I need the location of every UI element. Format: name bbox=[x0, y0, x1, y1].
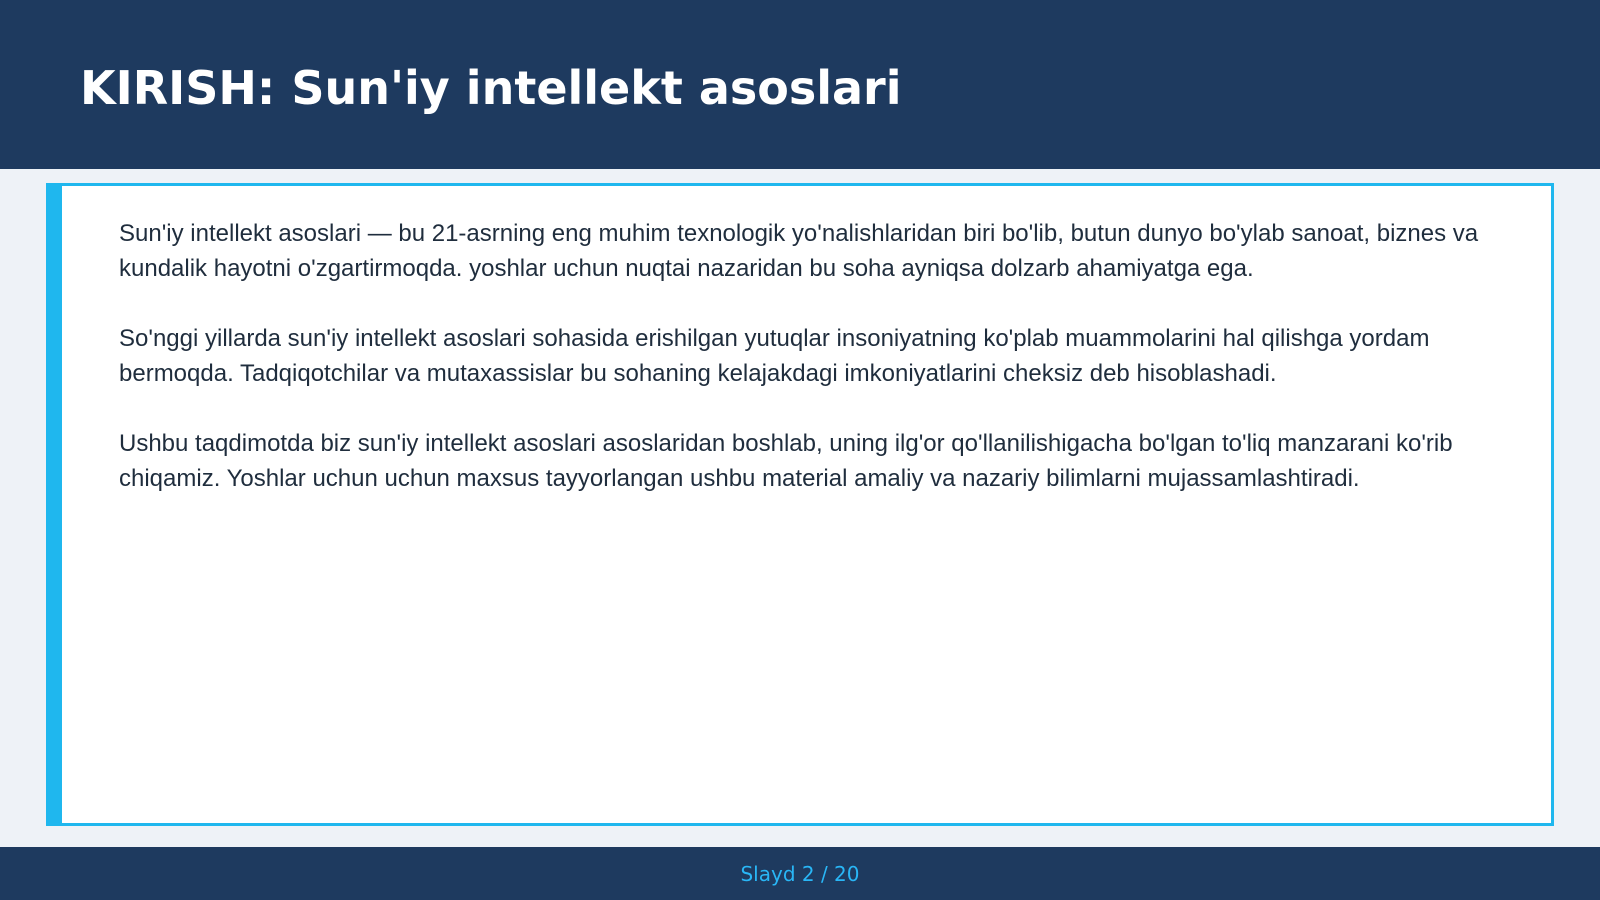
slide-counter: Slayd 2 / 20 bbox=[740, 862, 860, 886]
content-body bbox=[119, 216, 1539, 531]
paragraph-3: Ushbu taqdimotda biz sun'iy intellekt asoslari asoslaridan boshlab, uning ilg'or qo'llanilishigacha bo'lgan to'liq manzarani ko'rib chiqamiz. Yoshlar uchun uchun maxsus tayyorlangan ushbu material amaliy va nazariy bilimlarni mujassamlashtiradi. bbox=[119, 430, 1453, 492]
slide-title: KIRISH: Sun'iy intellekt asoslari bbox=[80, 61, 902, 115]
paragraph-2: So'nggi yillarda sun'iy intellekt asoslari sohasida erishilgan yutuqlar insoniyatning ko'plab muammolarini hal qilishga yordam bermoqda. Tadqiqotchilar va mutaxassislar bu sohaning kelajakdagi imkoniyatlarini cheksiz deb hisoblashadi. bbox=[119, 325, 1430, 387]
content-card bbox=[46, 183, 1554, 826]
slide-header bbox=[0, 0, 1600, 169]
paragraph-1: Sun'iy intellekt asoslari — bu 21-asrning eng muhim texnologik yo'nalishlaridan biri bo'lib, butun dunyo bo'ylab sanoat, biznes va kundalik hayotni o'zgartirmoqda. yoshlar uchun nuqtai nazaridan bu soha ayniqsa dolzarb ahamiyatga ega. bbox=[119, 220, 1479, 282]
slide-footer bbox=[0, 847, 1600, 900]
